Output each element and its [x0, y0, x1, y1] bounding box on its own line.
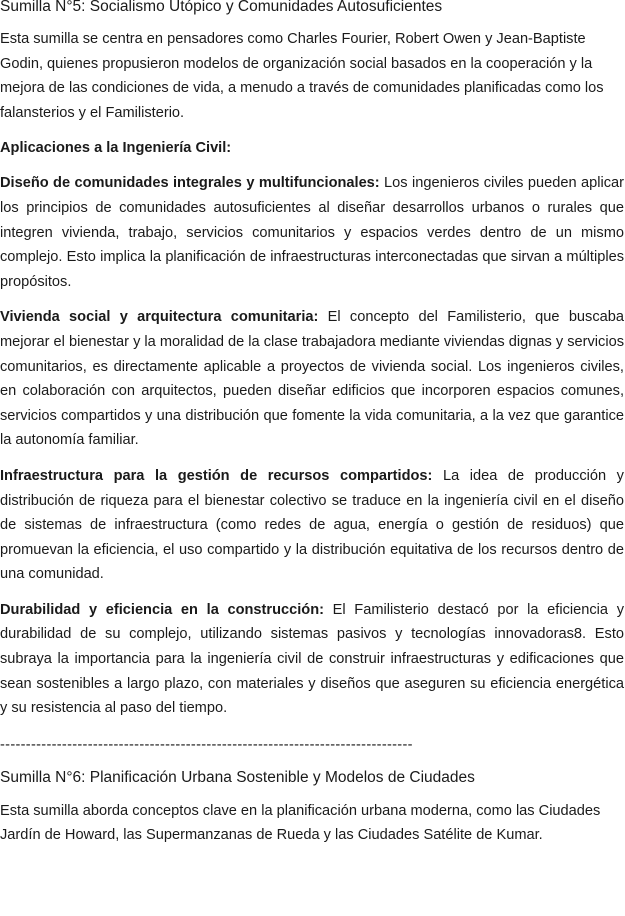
section-6-title: Sumilla N°6: Planificación Urbana Sostenible y Modelos de Ciudades: [0, 768, 475, 786]
application-item-text: El concepto del Familisterio, que buscaba mejorar el bienestar y la moralidad de la clase trabajadora mediante viviendas dignas y servicios comunitarios, es directamente aplicable a proyectos de vivienda social. Los ingenieros civiles, en colaboración con arquitectos, pueden diseñar edificios que incorporen espacios comunes, servicios compartidos y una distribución que fomente la vida comunitaria, a la vez que garantice la autonomía familiar.: [0, 309, 624, 449]
applications-heading: Aplicaciones a la Ingeniería Civil:: [0, 140, 232, 157]
section-separator: --------------------------------------------------------------------------------: [0, 736, 413, 753]
section-6-intro: Esta sumilla aborda conceptos clave en la planificación urbana moderna, como las Ciudades Jardín de Howard, las Supermanzanas de Rueda y las Ciudades Satélite de Kumar.: [0, 802, 601, 844]
application-item: [0, 598, 624, 721]
application-item-title: Diseño de comunidades integrales y multifuncionales:: [0, 175, 380, 192]
application-item: [0, 464, 624, 587]
application-item-title: Infraestructura para la gestión de recursos compartidos:: [0, 467, 433, 484]
application-item-text: La idea de producción y distribución de riqueza para el bienestar colectivo se traduce en la ingeniería civil en el diseño de sistemas de infraestructura (como redes de agua, energía o gestión de residuos) que promuevan la eficiencia, el uso compartido y la distribución equitativa de los recursos dentro de una comunidad.: [0, 467, 624, 583]
section-5-intro: Esta sumilla se centra en pensadores como Charles Fourier, Robert Owen y Jean-Baptiste Godin, quienes propusieron modelos de organización social basados en la cooperación y la mejora de las condiciones de vida, a menudo a través de comunidades planificadas como los falansterios y el Familisterio.: [0, 31, 604, 121]
section-5-title: Sumilla N°5: Socialismo Utópico y Comunidades Autosuficientes: [0, 0, 443, 15]
application-item-title: Vivienda social y arquitectura comunitaria:: [0, 309, 319, 326]
application-item: [0, 171, 624, 294]
application-item-text: El Familisterio destacó por la eficiencia y durabilidad de su complejo, utilizando sistemas pasivos y tecnologías innovadoras8. Esto subraya la importancia para la ingeniería civil de construir infraestructuras y edificaciones que sean sostenibles a largo plazo, con materiales y diseños que aseguren su eficiencia energética y su resistencia al paso del tiempo.: [0, 601, 624, 717]
application-item: [0, 305, 624, 453]
application-item-title: Durabilidad y eficiencia en la construcción:: [0, 601, 324, 618]
application-item-text: Los ingenieros civiles pueden aplicar los principios de comunidades autosuficientes al diseñar desarrollos urbanos o rurales que integren vivienda, trabajo, servicios comunitarios y espacios verdes dentro de un mismo complejo. Esto implica la planificación de infraestructuras interconectadas que sirvan a múltiples propósitos.: [0, 175, 624, 290]
